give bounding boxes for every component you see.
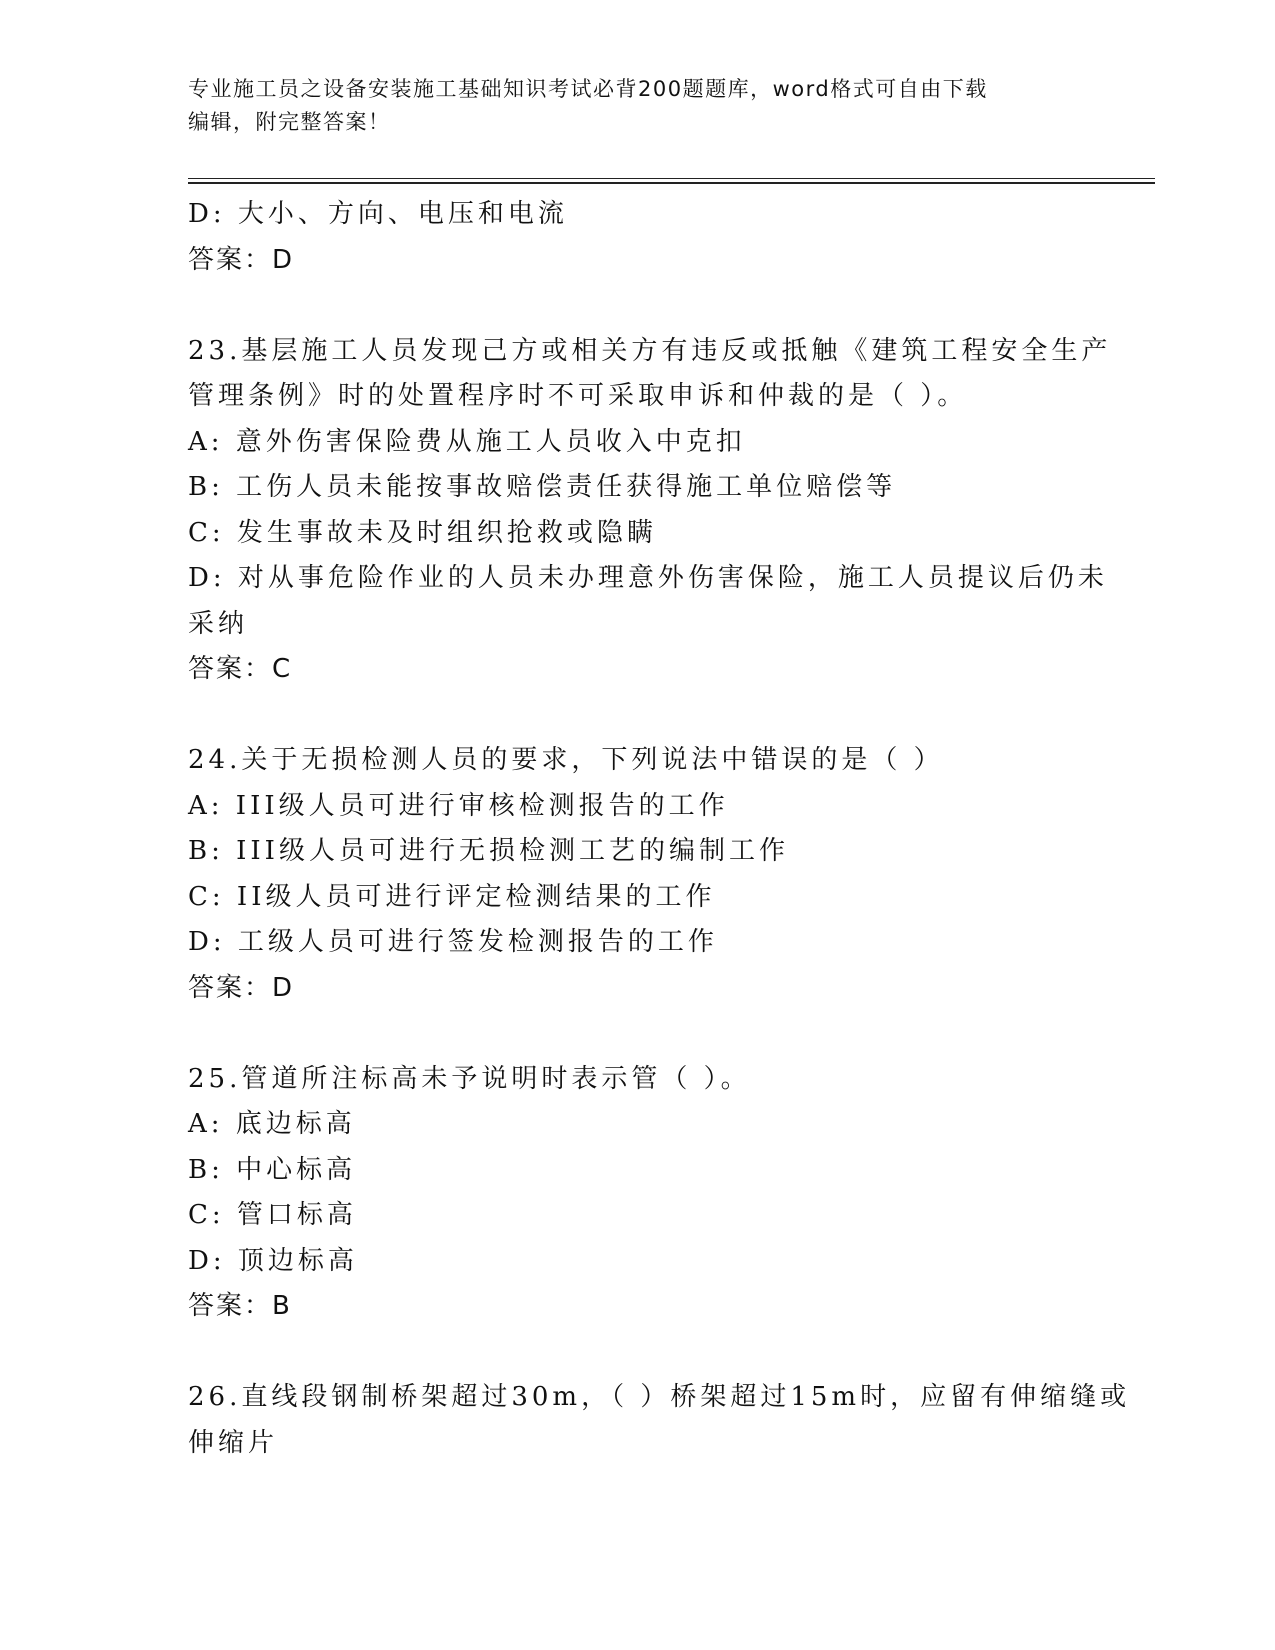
question-24-answer: 答案：D (188, 972, 295, 1003)
question-26-stem-line-2: 伸缩片 (188, 1427, 279, 1458)
spacer (188, 283, 1088, 329)
spacer (188, 1330, 1088, 1376)
question-25-option-d: D: 顶边标高 (188, 1245, 358, 1276)
header-title-line-2: 编辑，附完整答案！ (188, 110, 391, 134)
question-24-option-d: D: 工级人员可进行签发检测报告的工作 (188, 927, 718, 957)
question-24-option-a: A: III级人员可进行审核检测报告的工作 (188, 790, 729, 821)
spacer (188, 693, 1088, 739)
question-25-option-a: A: 底边标高 (188, 1109, 356, 1139)
question-23-option-c: C: 发生事故未及时组织抢救或隐瞒 (188, 517, 657, 548)
question-23-option-d-line-2: 采纳 (188, 608, 249, 639)
question-24-stem: 24.关于无损检测人员的要求，下列说法中错误的是（ ） (188, 745, 944, 775)
question-25-answer: 答案：B (188, 1291, 292, 1321)
question-25-option-b: B: 中心标高 (188, 1154, 357, 1185)
question-23-answer: 答案：C (188, 654, 293, 684)
question-23-option-a: A: 意外伤害保险费从施工人员收入中克扣 (188, 426, 746, 457)
spacer (188, 1011, 1088, 1057)
question-25-stem: 25.管道所注标高未予说明时表示管（ ）。 (188, 1063, 751, 1094)
question-24 (188, 738, 1088, 1011)
question-23-stem-line-2: 管理条例》时的处置程序时不可采取申诉和仲裁的是（ ）。 (188, 381, 968, 411)
question-26 (188, 1375, 1131, 1466)
previous-question-option-d: D: 大小、方向、电压和电流 (188, 199, 568, 229)
document-body (188, 192, 1131, 1466)
question-26-stem-line-1: 26.直线段钢制桥架超过30m，（ ）桥架超过15m时，应留有伸缩缝或 (188, 1382, 1131, 1412)
question-24-option-c: C: II级人员可进行评定检测结果的工作 (188, 881, 716, 912)
question-23-stem-line-1: 23.基层施工人员发现己方或相关方有违反或抵触《建筑工程安全生产 (188, 335, 1112, 366)
header-title-line-1: 专业施工员之设备安装施工基础知识考试必背200题题库，word格式可自由下载 (188, 77, 988, 101)
question-24-option-b: B: III级人员可进行无损检测工艺的编制工作 (188, 836, 789, 866)
question-23 (188, 329, 1112, 693)
question-25-option-c: C: 管口标高 (188, 1200, 357, 1230)
header-divider-thick (188, 182, 1155, 184)
previous-question-answer: 答案：D (188, 244, 295, 275)
header-divider-thin (188, 178, 1155, 179)
document-header (188, 73, 1088, 139)
question-23-option-b: B: 工伤人员未能按事故赔偿责任获得施工单位赔偿等 (188, 472, 897, 502)
question-23-option-d-line-1: D: 对从事危险作业的人员未办理意外伤害保险，施工人员提议后仍未 (188, 563, 1108, 593)
question-25 (188, 1057, 1088, 1330)
